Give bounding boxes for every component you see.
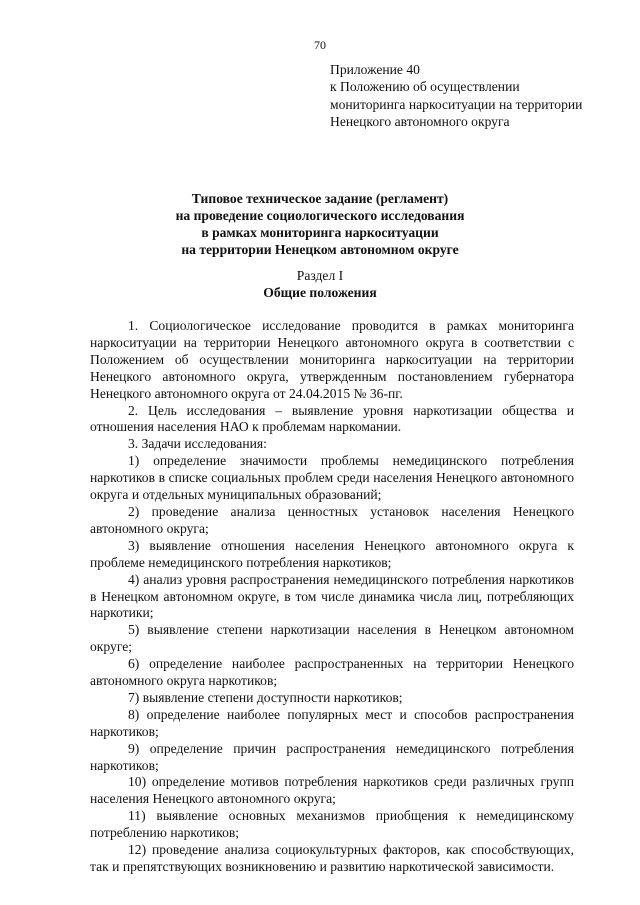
- title-line: на проведение социологического исследования: [175, 208, 465, 223]
- appendix-line: Ненецкого автономного округа: [330, 113, 510, 129]
- paragraph: 1) определение значимости проблемы немедицинского потребления наркотиков в списке социальных проблем среди населения Ненецкого автономного округа и отдельных муниципальных образований;: [90, 453, 574, 503]
- paragraph: 11) выявление основных механизмов приобщения к немедицинскому потреблению наркотиков;: [90, 808, 574, 841]
- paragraph: 7) выявление степени доступности наркотиков;: [128, 689, 403, 705]
- paragraph: 4) анализ уровня распространения немедицинского потребления наркотиков в Ненецком автономном округе, в том числе динамика числа лиц, потребляющих наркотики;: [90, 571, 574, 621]
- paragraph: 1. Социологическое исследование проводится в рамках мониторинга наркоситуации на территории Ненецкого автономного округа в соответствии с Положением об осуществлении мониторинга наркоситуации на территории Ненецкого автономного округа, утвержденным постановлением губернатора Ненецкого автономного округа от 24.04.2015 № 36-пг.: [90, 318, 574, 401]
- appendix-line: Приложение 40: [330, 62, 420, 77]
- paragraph: 6) определение наиболее распространенных на территории Ненецкого автономного округа наркотиков;: [90, 656, 574, 689]
- section-title: Общие положения: [263, 285, 377, 300]
- document-title: [0, 190, 640, 258]
- paragraph: 10) определение мотивов потребления наркотиков среди различных групп населения Ненецкого автономного округа;: [90, 774, 574, 807]
- title-line: на территории Ненецком автономном округе: [181, 242, 459, 257]
- title-line: в рамках мониторинга наркоситуации: [201, 225, 439, 240]
- paragraph: 2. Цель исследования – выявление уровня наркотизации общества и отношения населения НАО к проблемам наркомании.: [90, 402, 574, 435]
- page-number: 70: [314, 38, 326, 52]
- body-text: [90, 318, 574, 876]
- appendix-line: к Положению об осуществлении: [330, 79, 520, 95]
- section-label: Раздел I: [296, 268, 344, 283]
- paragraph: 3) выявление отношения населения Ненецкого автономного округа к проблеме немедицинского потребления наркотиков;: [90, 537, 574, 570]
- paragraph: 8) определение наиболее популярных мест и способов распространения наркотиков;: [90, 706, 574, 739]
- paragraph: 5) выявление степени наркотизации населения в Ненецком автономном округе;: [90, 622, 574, 655]
- appendix-block: [330, 61, 582, 130]
- appendix-line: мониторинга наркоситуации на территории: [330, 96, 583, 112]
- paragraph: 3. Задачи исследования:: [128, 436, 267, 452]
- paragraph: 9) определение причин распространения немедицинского потребления наркотиков;: [90, 740, 574, 773]
- paragraph: 2) проведение анализа ценностных установок населения Ненецкого автономного округа;: [90, 503, 574, 536]
- title-line: Типовое техническое задание (регламент): [191, 191, 449, 206]
- paragraph: 12) проведение анализа социокультурных факторов, как способствующих, так и препятствующих возникновению и развитию наркотической зависимости.: [90, 842, 574, 874]
